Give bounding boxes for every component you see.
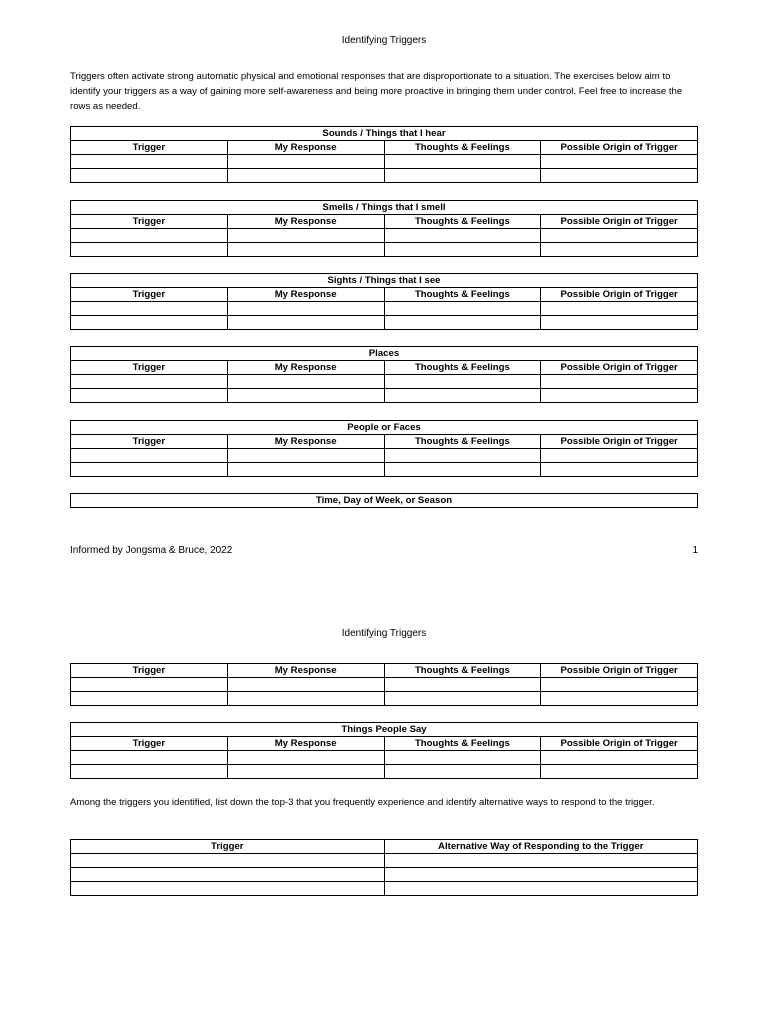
column-header: Thoughts & Feelings	[384, 288, 541, 302]
column-header: Thoughts & Feelings	[384, 435, 541, 449]
table-cell[interactable]	[71, 229, 228, 243]
column-header: Possible Origin of Trigger	[541, 435, 698, 449]
table-row	[71, 169, 698, 183]
table-cell[interactable]	[227, 243, 384, 257]
table-row	[71, 882, 698, 896]
table-cell[interactable]	[541, 155, 698, 169]
column-header: My Response	[227, 288, 384, 302]
table-cell[interactable]	[71, 463, 228, 477]
table-heading: Sights / Things that I see	[71, 274, 698, 288]
table-cell[interactable]	[541, 449, 698, 463]
column-header: My Response	[227, 737, 384, 751]
sights-table	[70, 273, 698, 330]
table-cell[interactable]	[384, 389, 541, 403]
table-cell[interactable]	[384, 854, 698, 868]
column-header: Possible Origin of Trigger	[541, 141, 698, 155]
column-header: Trigger	[71, 361, 228, 375]
table-cell[interactable]	[71, 243, 228, 257]
column-header: Trigger	[71, 435, 228, 449]
sounds-table	[70, 126, 698, 183]
table-heading: Time, Day of Week, or Season	[71, 494, 698, 508]
table-row	[71, 375, 698, 389]
column-header: Thoughts & Feelings	[384, 215, 541, 229]
table-cell[interactable]	[71, 389, 228, 403]
table-cell[interactable]	[384, 316, 541, 330]
alternative-responses-table	[70, 839, 698, 896]
table-cell[interactable]	[227, 678, 384, 692]
people-faces-table	[70, 420, 698, 477]
table-cell[interactable]	[541, 692, 698, 706]
column-header: Thoughts & Feelings	[384, 664, 541, 678]
table-row	[71, 854, 698, 868]
table-row	[71, 389, 698, 403]
table-cell[interactable]	[227, 463, 384, 477]
column-header: My Response	[227, 361, 384, 375]
table-cell[interactable]	[384, 155, 541, 169]
table-cell[interactable]	[227, 155, 384, 169]
table-cell[interactable]	[71, 316, 228, 330]
table-cell[interactable]	[71, 765, 228, 779]
table-cell[interactable]	[227, 229, 384, 243]
table-cell[interactable]	[541, 316, 698, 330]
column-header: Possible Origin of Trigger	[541, 215, 698, 229]
table-cell[interactable]	[227, 316, 384, 330]
table-cell[interactable]	[384, 449, 541, 463]
table-cell[interactable]	[71, 678, 228, 692]
column-header: My Response	[227, 664, 384, 678]
table-cell[interactable]	[541, 229, 698, 243]
column-header: Possible Origin of Trigger	[541, 288, 698, 302]
table-cell[interactable]	[384, 692, 541, 706]
table-cell[interactable]	[541, 751, 698, 765]
column-header: Thoughts & Feelings	[384, 737, 541, 751]
time-table	[70, 493, 698, 508]
table-row	[71, 316, 698, 330]
column-header: Trigger	[71, 141, 228, 155]
table-cell[interactable]	[227, 302, 384, 316]
table-cell[interactable]	[541, 375, 698, 389]
table-cell[interactable]	[541, 169, 698, 183]
table-row	[71, 751, 698, 765]
table-cell[interactable]	[541, 463, 698, 477]
table-row	[71, 692, 698, 706]
column-header: Trigger	[71, 664, 228, 678]
column-header: Trigger	[71, 737, 228, 751]
things-people-say-table	[70, 722, 698, 779]
table-row	[71, 243, 698, 257]
table-heading: People or Faces	[71, 421, 698, 435]
places-table	[70, 346, 698, 403]
table-cell[interactable]	[71, 868, 385, 882]
table-cell[interactable]	[71, 155, 228, 169]
table-row	[71, 302, 698, 316]
table-row	[71, 155, 698, 169]
page-title: Identifying Triggers	[341, 35, 427, 46]
table-heading: Places	[71, 347, 698, 361]
table-row	[71, 765, 698, 779]
table-cell[interactable]	[227, 449, 384, 463]
table-row	[71, 449, 698, 463]
column-header: My Response	[227, 435, 384, 449]
intro-paragraph: Triggers often activate strong automatic physical and emotional responses that are disproportionate to a situation. The exercises below aim to identify your triggers as a way of gaining more self-awareness and being more proactive in bringing them under control. Feel free to increase the rows as needed.	[70, 71, 683, 112]
column-header: Possible Origin of Trigger	[541, 664, 698, 678]
column-header: My Response	[227, 141, 384, 155]
table-cell[interactable]	[541, 302, 698, 316]
page-number: 1	[692, 545, 698, 556]
table-cell[interactable]	[71, 169, 228, 183]
table-cell[interactable]	[384, 463, 541, 477]
table-row	[71, 229, 698, 243]
column-header: Possible Origin of Trigger	[541, 361, 698, 375]
table-cell[interactable]	[384, 765, 541, 779]
table-cell[interactable]	[71, 449, 228, 463]
footer-citation: Informed by Jongsma & Bruce, 2022	[70, 545, 233, 556]
column-header: Alternative Way of Responding to the Trigger	[384, 840, 698, 854]
table-heading: Smells / Things that I smell	[71, 201, 698, 215]
continued-table	[70, 663, 698, 706]
smells-table	[70, 200, 698, 257]
table-cell[interactable]	[384, 882, 698, 896]
column-header: My Response	[227, 215, 384, 229]
table-row	[71, 868, 698, 882]
column-header: Trigger	[71, 840, 385, 854]
table-cell[interactable]	[71, 751, 228, 765]
table-cell[interactable]	[227, 169, 384, 183]
table-cell[interactable]	[227, 389, 384, 403]
table-cell[interactable]	[71, 375, 228, 389]
column-header: Possible Origin of Trigger	[541, 737, 698, 751]
column-header: Thoughts & Feelings	[384, 141, 541, 155]
column-header: Trigger	[71, 215, 228, 229]
table-cell[interactable]	[541, 765, 698, 779]
table-cell[interactable]	[227, 751, 384, 765]
table-cell[interactable]	[384, 302, 541, 316]
table-cell[interactable]	[384, 868, 698, 882]
table-cell[interactable]	[384, 678, 541, 692]
table-cell[interactable]	[71, 692, 228, 706]
table-heading: Things People Say	[71, 723, 698, 737]
instruction-paragraph: Among the triggers you identified, list down the top-3 that you frequently experience and identify alternative ways to respond to the trigger.	[70, 797, 655, 808]
table-cell[interactable]	[384, 229, 541, 243]
page-title: Identifying Triggers	[341, 628, 427, 639]
table-cell[interactable]	[384, 169, 541, 183]
table-cell[interactable]	[227, 692, 384, 706]
table-cell[interactable]	[71, 854, 385, 868]
table-cell[interactable]	[71, 882, 385, 896]
column-header: Thoughts & Feelings	[384, 361, 541, 375]
table-cell[interactable]	[227, 765, 384, 779]
table-cell[interactable]	[541, 389, 698, 403]
table-cell[interactable]	[71, 302, 228, 316]
column-header: Trigger	[71, 288, 228, 302]
table-cell[interactable]	[384, 375, 541, 389]
table-cell[interactable]	[227, 375, 384, 389]
table-cell[interactable]	[384, 243, 541, 257]
table-row	[71, 463, 698, 477]
table-heading: Sounds / Things that I hear	[71, 127, 698, 141]
table-cell[interactable]	[541, 243, 698, 257]
table-row	[71, 678, 698, 692]
table-cell[interactable]	[541, 678, 698, 692]
table-cell[interactable]	[384, 751, 541, 765]
